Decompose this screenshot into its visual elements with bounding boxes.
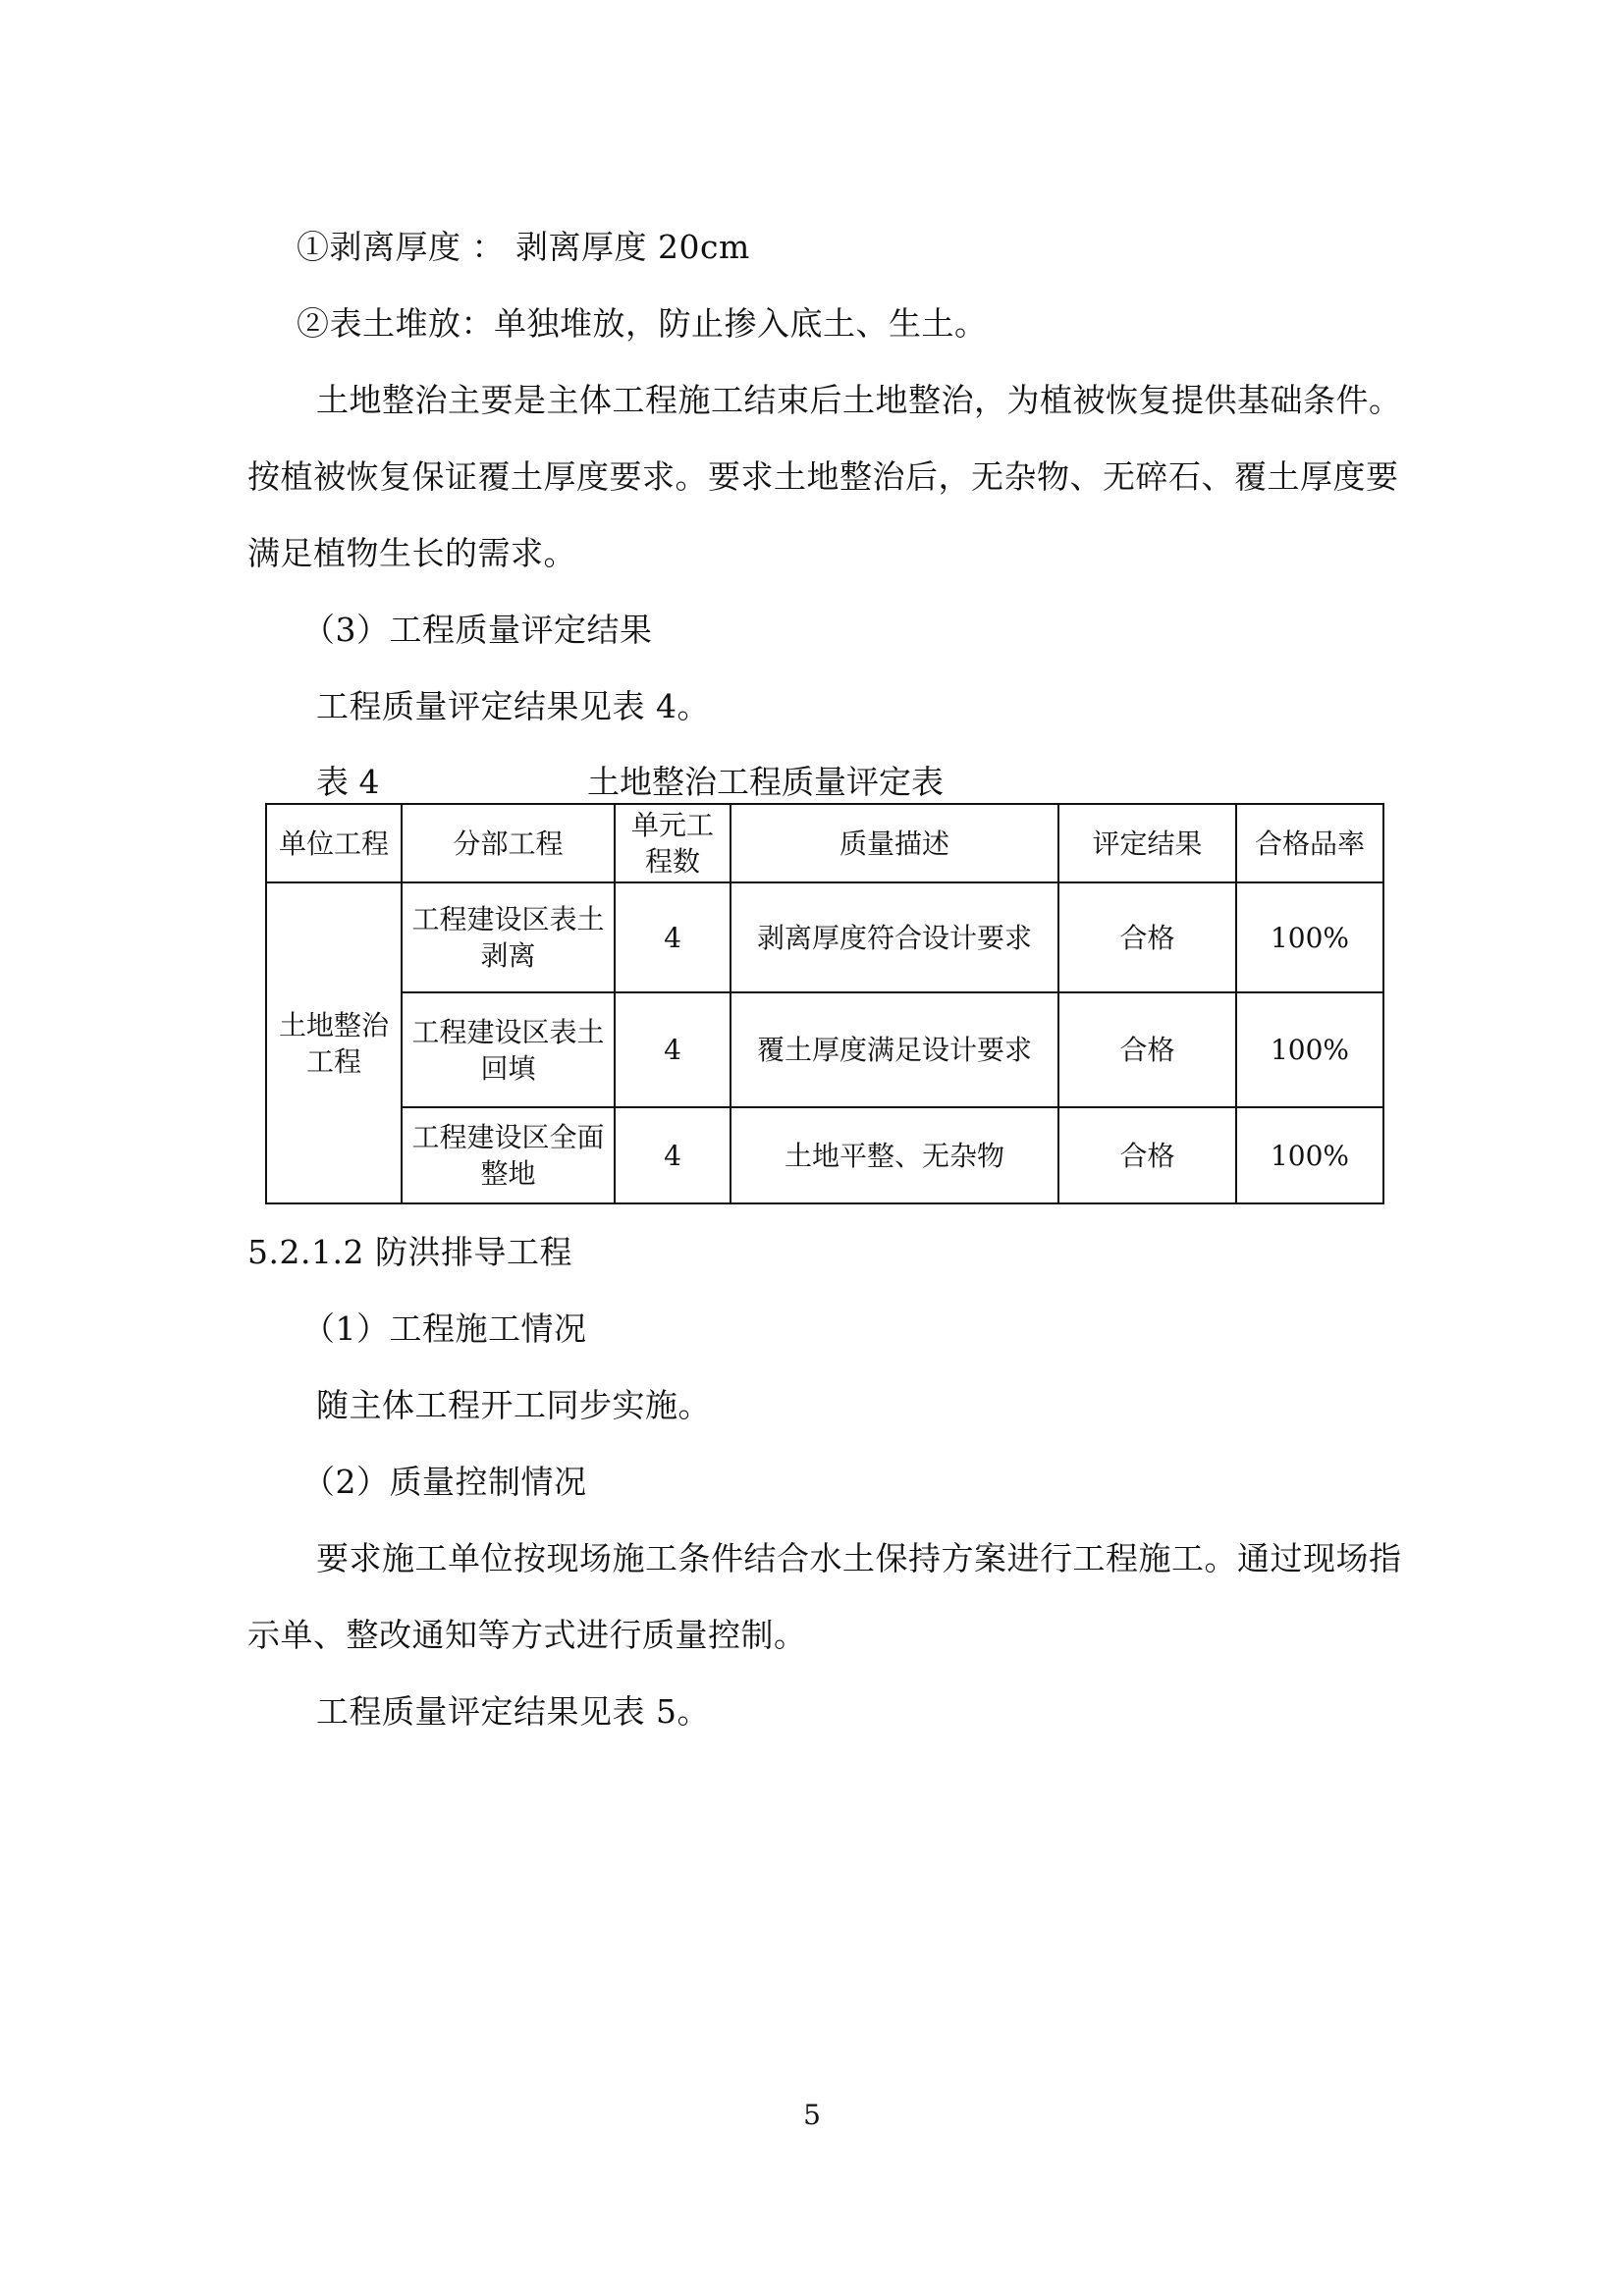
page-number: 5: [803, 2099, 821, 2131]
paragraph-synchronous-implementation: 随主体工程开工同步实施。: [316, 1386, 711, 1424]
cell-quality-description: 土地平整、无杂物: [731, 1107, 1058, 1203]
header-unit-project: 单位工程: [266, 804, 402, 882]
paragraph-strip-thickness: ①剥离厚度 ： 剥离厚度 20cm: [297, 228, 750, 266]
table-4-title: 土地整治工程质量评定表: [587, 763, 944, 801]
header-pass-rate: 合格品率: [1236, 804, 1383, 882]
cell-unit-count: 4: [615, 992, 731, 1107]
paragraph-land-remediation-line-1: 土地整治主要是主体工程施工结束后土地整治，为植被恢复提供基础条件。: [316, 381, 1402, 419]
header-sub-project: 分部工程: [402, 804, 615, 882]
section-heading-flood-control: 5.2.1.2 防洪排导工程: [247, 1233, 572, 1271]
paragraph-see-table-4: 工程质量评定结果见表 4。: [316, 687, 710, 725]
paragraph-topsoil-stacking: ②表土堆放：单独堆放，防止掺入底土、生土。: [297, 304, 988, 343]
table-row: [266, 992, 1383, 1107]
table-row: [266, 1107, 1383, 1203]
heading-construction-status: （1）工程施工情况: [302, 1309, 587, 1348]
cell-unit-project: 土地整治工程: [266, 882, 402, 1203]
cell-sub-project: 工程建设区表土回填: [402, 992, 615, 1107]
paragraph-land-remediation-line-2: 按植被恢复保证覆土厚度要求。要求土地整治后，无杂物、无碎石、覆土厚度要: [247, 457, 1399, 496]
cell-sub-project: 工程建设区表土剥离: [402, 882, 615, 992]
table-header-row: [266, 804, 1383, 882]
cell-unit-count: 4: [615, 882, 731, 992]
cell-sub-project: 工程建设区全面整地: [402, 1107, 615, 1203]
header-evaluation-result: 评定结果: [1058, 804, 1236, 882]
paragraph-see-table-5: 工程质量评定结果见表 5。: [316, 1692, 710, 1731]
cell-quality-description: 剥离厚度符合设计要求: [731, 882, 1058, 992]
heading-quality-result: （3）工程质量评定结果: [302, 611, 653, 649]
quality-evaluation-table: [265, 803, 1384, 1204]
paragraph-land-remediation-line-3: 满足植物生长的需求。: [247, 534, 576, 572]
paragraph-quality-control-line-2: 示单、整改通知等方式进行质量控制。: [247, 1616, 807, 1654]
cell-evaluation-result: 合格: [1058, 1107, 1236, 1203]
cell-pass-rate: 100%: [1236, 992, 1383, 1107]
header-quality-description: 质量描述: [731, 804, 1058, 882]
cell-evaluation-result: 合格: [1058, 992, 1236, 1107]
cell-pass-rate: 100%: [1236, 882, 1383, 992]
table-4-label: 表 4: [316, 763, 380, 801]
paragraph-quality-control-line-1: 要求施工单位按现场施工条件结合水土保持方案进行工程施工。通过现场指: [316, 1539, 1402, 1577]
heading-quality-control: （2）质量控制情况: [302, 1463, 587, 1501]
cell-evaluation-result: 合格: [1058, 882, 1236, 992]
header-unit-count: 单元工程数: [615, 804, 731, 882]
table-row: [266, 882, 1383, 992]
cell-pass-rate: 100%: [1236, 1107, 1383, 1203]
cell-unit-count: 4: [615, 1107, 731, 1203]
cell-quality-description: 覆土厚度满足设计要求: [731, 992, 1058, 1107]
